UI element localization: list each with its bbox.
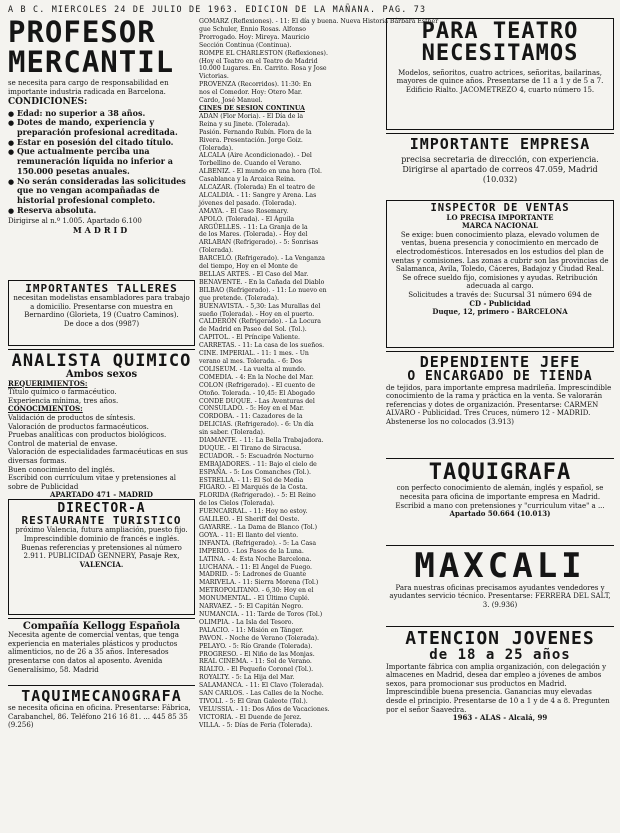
listing-line: ALCAZAR. (Tolerada) En el teatro de (199, 184, 315, 192)
atencion-foot: 1963 - ALAS - Alcalá, 99 (452, 713, 548, 723)
theatre-listing (199, 18, 439, 113)
column-listings (199, 18, 439, 829)
profesor-title: PROFESOR (8, 15, 156, 49)
listing-line: nos el Comedor. Hoy: Otero Mar. (199, 89, 303, 97)
listing-line: VICTORIA. - El Duende de Jerez. (199, 713, 302, 721)
divider (8, 618, 195, 619)
listing-line: Rivera. Presentación. Jorge Goiz. (199, 136, 303, 144)
inspector-sub1: LO PRECISA IMPORTANTE (446, 212, 554, 222)
knowledge-item: Validación de productos de síntesis. (8, 414, 136, 422)
ad-importante-empresa (386, 137, 614, 197)
ad-kellogg (8, 622, 195, 682)
dependiente-title: DEPENDIENTE JEFE (419, 353, 581, 371)
divider (8, 349, 195, 350)
ad-director-restaurante (8, 499, 195, 615)
listing-line: CARRETAS. - 11: La casa de los sueños. (199, 342, 325, 350)
listing-line: PALACIO. - 11: Misión en Tánger. (199, 626, 304, 634)
director-city: VALENCIA. (79, 559, 124, 569)
atencion-title: ATENCION JOVENES (405, 628, 595, 649)
taqui-title: TAQUIMECANOGRAFA (21, 687, 182, 705)
conditions-list (8, 109, 195, 216)
condition-item: ● Dotes de mando, experiencia y preparación profesional acreditada. (8, 118, 195, 137)
analista-apartado: APARTADO 471 - MADRID (50, 490, 153, 500)
listing-line: GALILEO. - El Sheriff del Oeste. (199, 516, 300, 524)
teatro-body: Modelos, señoritos, cuatro actrices, señoritas, bailarinas, mayores de quince años. Presentarse de 11 a 1 y de 5 a 7. Edificio Rialto. JACOMETREZO 4, cuarto número 15. (396, 68, 604, 95)
listing-line: COLON (Refrigerado). - El cuento de (199, 381, 316, 389)
divider (386, 458, 614, 459)
condition-item: ● Que actualmente perciba una remuneración líquida no inferior a 150.000 pesetas anuales. (8, 147, 195, 176)
listing-line: GAYARRE. - La Dama de Blanco (Tol.) (199, 524, 318, 531)
listing-line: BILBAO (Refrigerado). - 11: Lo nuevo en (199, 286, 327, 294)
conditions-heading: CONDICIONES: (8, 97, 88, 108)
maxcali-body: Para nuestras oficinas precisamos ayudantes vendedores y ayudantes servicio técnico. Presentarse: FERRERA DEL SALT, 3. (9.936) (389, 583, 611, 609)
listing-line: Reina y su Jinete. (Tolerada). (199, 120, 290, 128)
ad-profesor-mercantil (8, 15, 195, 276)
talleres-title: IMPORTANTES TALLERES (25, 282, 178, 295)
listing-line: ADAN (Flor Moria). - El Día de la (199, 112, 304, 120)
listing-line: 10.000 Lugares. En. Carrito. Rosa y Jose (199, 65, 327, 73)
director-title: DIRECTOR-A (57, 501, 146, 516)
knowledge-item: Control de material de envase. (8, 439, 118, 448)
listing-line: ALBENIZ. - El mundo en una hora (Tol. (199, 168, 322, 176)
listing-line: BELLAS ARTES. - El Caso del Mar. (199, 271, 309, 278)
dependiente-body: de tejidos, para importante empresa madrileña. Imprescindible conocimiento de la rama y práctica en la venta. Se valorarán referencias y dotes de organización. Presentarse: CARMEN ALVARO - Publicidad. Tres Cruces, número 12 - MADRID. Abstenerse los no colocados (3.913) (386, 383, 612, 426)
listing-line: Cardo, José Manuel. (199, 97, 263, 105)
necesitamos-title: NECESITAMOS (421, 41, 579, 67)
listing-line: (Hoy el Teatro en el Teatro de Madrid (199, 57, 318, 65)
listing-line: Torbellino de. Cuando el Verano. (199, 160, 302, 168)
listing-line: BENAVENTE. - En la Cañada del Diablo (199, 278, 325, 286)
ad-analista-quimico (8, 351, 195, 500)
ad-dependiente-jefe (386, 355, 614, 455)
empresa-title: IMPORTANTE EMPRESA (409, 135, 591, 153)
listing-line: ROYALTY. - 5: La Hija del Mar. (199, 674, 295, 682)
atencion-body: Importante fábrica con amplia organización, con delegación y almacenes en Madrid, desea dar empleo a jóvenes de ambos sexos, para promocionar sus productos en Madrid. Imprescindible buena presencia. Ganancias muy elevadas desde el principio. Presentarse de 10 a 1 y de 4 a 8. Pregunten por el señor Saavedra. (386, 662, 610, 714)
listing-line: TIVOLI. - 5: El Gran Galeote (Tol.). (199, 697, 308, 705)
ad-inspector-ventas (386, 200, 614, 348)
listing-line: METROPOLITANO. - 6,30: Hoy en el (199, 587, 314, 595)
listing-line: DELICIAS. (Refrigerado). - 6: Un día (199, 421, 314, 429)
taquigrafa-foot: Apartado 50.664 (10.013) (449, 509, 551, 519)
listing-line: CINE. IMPERIAL. - 11: 1 mes. - Un (199, 350, 309, 358)
listing-line: PAVON. - Noche de Verano (Tolerada). (199, 634, 319, 642)
listing-line: del tiempo, Hoy en el Monte de (199, 263, 298, 271)
column-left (8, 15, 195, 829)
empresa-body: precisa secretaria de dirección, con experiencia. Dirigirse al apartado de correos 47.059, Madrid (10.032) (401, 155, 599, 185)
listing-line: AMAYA. - El Caso Rosemary. (199, 207, 289, 215)
listing-line: (Tolerada). (199, 144, 234, 152)
inspector-foot3: Duque, 12, primero - BARCELONA (432, 307, 568, 317)
listing-line: IMPERIO. - Los Pasos de la Luna. (199, 547, 304, 555)
listing-line: REAL CINEMA. - 11: Sol de Verano. (199, 658, 312, 666)
listing-line: de los Cielos (Tolerada). (199, 500, 275, 508)
listing-line: BUENAVISTA. - 5,30: Las Murallas del (199, 302, 321, 310)
listing-line: INFANTA. (Refrigerado). - 5: La Casa (199, 539, 317, 547)
condition-item: ● No serán consideradas las solicitudes que no vengan acompañadas de historial profesional completo. (8, 177, 195, 206)
listing-line: COMEDIA. - 4: En la Noche del Mar. (199, 373, 314, 381)
listing-line: MADRID. - 5: Ladrones de Guante (199, 571, 307, 579)
ad-para-teatro (386, 18, 614, 130)
listing-line: CORDOBA. - 11: Cazadores de la (199, 413, 303, 421)
listing-line: VELUSSIA. - 11: Dos Años de Vacaciones. (199, 705, 330, 713)
listing-line: RIALTO. - El Pequeño Coronel (Tol.). (199, 666, 314, 674)
ad-maxcali (386, 546, 614, 623)
listing-line: FLORIDA (Refrigerado). - 5: El Reino (199, 492, 316, 500)
taquigrafa-title: TAQUIGRAFA (428, 460, 572, 485)
listing-line: SALAMANCA. - 11: El Clavo (Tolerada). (199, 682, 324, 690)
listing-line: MARIVELA. - 11: Sierra Morena (Tol.) (199, 579, 319, 587)
condition-item: ● Estar en posesión del citado título. (8, 138, 195, 148)
listing-line: APOLO. (Tolerada). - El Águila (199, 215, 295, 223)
listing-line: Prorrogado. Hoy: Mireya. Mauricio (199, 33, 310, 41)
condition-item: ● Reserva absoluta. (8, 206, 195, 216)
encargado-title: O ENCARGADO DE TIENDA (407, 369, 593, 385)
listing-line: Otoño. Tolerada. - 10,45: El Abogado (199, 389, 315, 397)
cinema-listing (199, 113, 382, 730)
taqui-body: se necesita oficina en oficina. Presentarse: Fábrica, Carabanchel, 86. Teléfono 216 16 81. ... 445 85 35 (9.256) (8, 704, 191, 730)
profesor-city: MADRID (72, 224, 131, 235)
divider (386, 351, 614, 352)
kellogg-body: Necesita agente de comercial ventas, que tenga experiencia en materiales plásticos y productos alimenticios, no de 26 a 35 años. Interesados presentarse con datos al aposento. Avenida Generalísimo, 58. Madrid (8, 631, 179, 674)
condition-item: ● Edad: no superior a 38 años. (8, 109, 195, 119)
listing-line: jóvenes del pasado. (Tolerada). (199, 199, 297, 207)
listing-line: Sección Continua (Continua). (199, 41, 292, 49)
listing-line: que pretende. (Tolerada). (199, 294, 279, 302)
listing-line: GOMARZ (Reflexiones). - 11: El día y buena. Nueva Historia Bárbara Esther (199, 18, 439, 25)
listing-line: CONSULADO. - 5: Hoy en el Mar. (199, 405, 304, 413)
kellogg-title: Compañía Kellogg Española (22, 621, 181, 632)
analista-footer: Escribid con currículum vitae y pretensiones al sobre de Publicidad (8, 474, 176, 491)
listing-line: LATINA. - 4: Esta Noche Barcelona. (199, 555, 312, 563)
inspector-sub2: MARCA NACIONAL (462, 221, 538, 231)
listing-line: Casablanca y la Arcaica Reina. (199, 176, 296, 184)
listing-line: PROVENZA (Recorridos). 11:30: En (199, 81, 312, 89)
listing-line: ALCALA (Aire Acondicionado). - Del (199, 152, 312, 160)
listing-line: PELAYO. - 5: Río Grande (Tolerada). (199, 642, 313, 650)
column-right (386, 18, 614, 829)
divider (386, 133, 614, 134)
listing-line: gue Schuler, Ennio Rosas. Alfonso (199, 25, 306, 33)
profesor-intro: se necesita para cargo de responsabilidad en importante industria radicada en Barcelona. (8, 79, 169, 96)
maxcali-title: MAXCALI (414, 546, 586, 586)
divider (8, 685, 195, 686)
talleres-hours: De doce a dos (9987) (63, 320, 140, 328)
knowledge-heading: CONOCIMIENTOS: (8, 404, 83, 414)
director-body: próximo Valencia, futura ampliación, puesto fijo. Imprescindible dominio de francés e inglés. Buenas referencias y pretensiones al número 2.911. PUBLICIDAD GENNERY, Pasaje Rex, (15, 526, 188, 561)
listing-line: ALCALDIA. - 11: Sangre y Arena. Las (199, 191, 317, 199)
inspector-foot2: CD - Publicidad (469, 298, 531, 308)
listing-line: BARCELÓ. (Refrigerado). - La Venganza (199, 255, 325, 263)
listing-line: CAPITOL. - El Príncipe Valiente. (199, 334, 300, 342)
listing-line: CONDE DUQUE. - Las Aventuras del (199, 397, 315, 405)
listing-line: DIAMANTE. - 11: La Bella Trabajadora. (199, 437, 324, 445)
listing-line: ARLABAN (Refrigerado). - 5: Sonrisas (199, 239, 319, 247)
restaurante-title: RESTAURANTE TURISTICO (21, 514, 182, 528)
taquigrafa-body: con perfecto conocimiento de alemán, inglés y español, se necesita para oficina de importante empresa en Madrid. Escribid a mano con pretensiones y "curriculum vitae" a ... (395, 484, 605, 510)
talleres-body: necesitan modelistas ensambladores para trabajo a domicilio. Presentarse con muestra en Bernardino (Glorieta, 19 (Cuatro Caminos). (13, 294, 190, 320)
listing-line: COLISEUM. - La vuelta al mundo. (199, 365, 306, 373)
mercantil-title: MERCANTIL (8, 44, 175, 79)
inspector-title: INSPECTOR DE VENTAS (430, 202, 570, 214)
listing-line: NUMANCIA. - 11: Tarde de Toros (Tol.) (199, 610, 323, 618)
listing-line: (Tolerada). (199, 247, 234, 255)
listing-line: VILLA. - 5: Días de Feria (Tolerada). (199, 721, 313, 729)
listing-line: CALDERÓN (Refrigerado). - La Locura (199, 318, 321, 326)
ad-importantes-talleres (8, 280, 195, 346)
requirements-heading: REQUERIMIENTOS: (8, 378, 88, 388)
page-header: A B C. MIERCOLES 24 DE JULIO DE 1963. EDICION DE LA MAÑANA. PAG. 73 (8, 4, 427, 14)
listing-line: PROGRESO. - El Niño de las Monjas. (199, 650, 315, 658)
teatro-title: PARA TEATRO (421, 19, 579, 44)
listing-line: ROMPE EL CHARLESTON (Reflexiones). (199, 49, 328, 57)
requirement-item: Título químico o farmacéutico. (8, 388, 117, 397)
listing-line: OLIMPIA. - La Isla del Tesoro. (199, 618, 294, 626)
listing-line: Victorias. (199, 73, 229, 81)
divider (386, 626, 614, 627)
listing-line: DUQUE. - El Tirano de Siracusa. (199, 444, 302, 452)
listing-line: SAN CARLOS. - Las Calles de la Noche. (199, 690, 324, 698)
ad-taquigrafa (386, 462, 614, 542)
listing-line: MONUMENTAL. - El Último Cuplé. (199, 595, 310, 603)
inspector-foot1: Solicitudes a través de: Sucursal 31 número 694 de (408, 291, 592, 300)
listing-line: FIGARO. - El Marqués de la Costa. (199, 484, 308, 492)
listing-line: EMBAJADORES. - 11: Bajo el cielo de (199, 460, 317, 468)
listing-line: ESPAÑA. - 5: Los Comanches (Tol.). (199, 468, 312, 476)
listing-line: verano al mes. Tolerada. - 6: Dos (199, 357, 302, 365)
listing-line: NARVAEZ. - 5: El Capitán Negro. (199, 603, 304, 611)
knowledge-item: Valoración de productos farmacéuticos. (8, 422, 149, 431)
listing-line: FUENCARRAL. - 11: Hoy no estoy. (199, 508, 308, 516)
listing-line: Pasión. Fernando Rubín. Flora de la (199, 128, 312, 136)
knowledge-item: Valoración de especialidades farmacéuticas en sus diversas formas. (8, 448, 188, 465)
ad-taquimecanografa (8, 689, 195, 749)
listing-line: CINES DE SESION CONTINUA (199, 104, 305, 112)
analista-subtitle: Ambos sexos (65, 369, 138, 381)
listing-line: de Madrid en Paseo del Sol. (Tol.). (199, 326, 307, 334)
listing-line: ECUADOR. - 5: Escuadrón Nocturno (199, 452, 314, 460)
listing-line: de los Mares. (Tolerada). - Hoy del (199, 231, 308, 239)
inspector-body: Se exige: buen conocimiento plaza, elevado volumen de ventas, buena presencia y conocimiento en mercado de electrodomésticos. Interesados en los estudios del plan de ventas y comisiones. Las zonas a cubrir son las provincias de Salamanca, Avila, Toledo, Cáceres, Badajoz y Ciudad Real. Se ofrece sueldo fijo, comisiones y ayudas. Retribución adecuada al cargo. (391, 230, 609, 291)
listing-line: sueño (Tolerada). - Hoy en el puerto. (199, 310, 315, 318)
listing-line: ESTRELLA. - 11: El Sol de Media (199, 476, 304, 484)
listing-line: GOYA. - 11: El llanto del viento. (199, 531, 299, 539)
ad-atencion-jovenes (386, 630, 614, 738)
profesor-address: Dirigirse al n.º 1.005. Apartado 6.100 (8, 217, 142, 226)
knowledge-item: Buen conocimiento del inglés. (8, 465, 115, 474)
atencion-sub: de 18 a 25 años (429, 647, 571, 664)
listing-line: ARGÜELLES. - 11: La Granja de la (199, 223, 308, 231)
listing-line: sin saber. (Tolerada). (199, 429, 265, 437)
knowledge-item: Pruebas analíticas con productos biológicos. (8, 431, 167, 440)
analista-title: ANALISTA QUIMICO (11, 351, 192, 371)
listing-line: LUCHANA. - 11: El Ángel de Fuego. (199, 563, 312, 571)
requirement-item: Experiencia mínima, tres años. (8, 396, 119, 405)
